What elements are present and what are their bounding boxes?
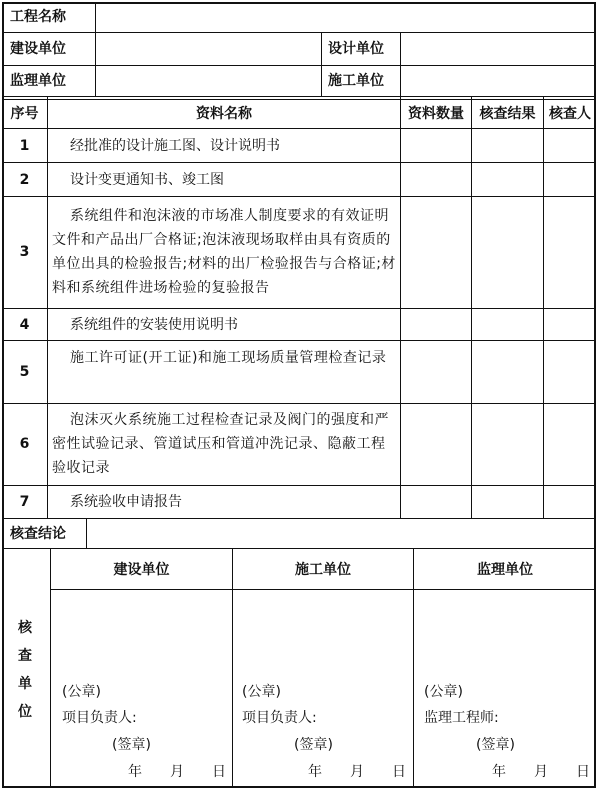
grid-line — [400, 96, 401, 518]
grid-line — [2, 518, 596, 519]
grid-line — [2, 196, 596, 197]
builder-unit-label: 施工单位 — [328, 73, 384, 89]
grid-line — [2, 96, 596, 97]
col-header-result: 核查结果 — [479, 106, 536, 122]
design-unit-label: 设计单位 — [328, 41, 384, 57]
grid-line — [2, 403, 596, 404]
signature-label: (签章) — [112, 737, 151, 753]
signature-label: (签章) — [294, 737, 333, 753]
document-name: 系统组件的安装使用说明书 — [70, 317, 238, 333]
date-label: 年 月 日 — [492, 764, 590, 780]
construction-unit-label: 建设单位 — [10, 41, 66, 57]
row-number: 2 — [19, 172, 30, 188]
responsible-person-label: 项目负责人: — [242, 710, 317, 726]
document-name: 系统组件和泡沫液的市场准人制度要求的有效证明文件和产品出厂合格证;泡沫液现场取样由具有资质的单位出具的检验报告;材料的出厂检验报告与合格证;材料和系统组件进场检验的复验报告 — [52, 208, 396, 296]
sign-unit-title: 施工单位 — [295, 562, 351, 578]
grid-line — [2, 65, 596, 66]
document-name: 经批准的设计施工图、设计说明书 — [70, 138, 280, 154]
row-number: 5 — [19, 364, 30, 380]
grid-line — [2, 340, 596, 341]
supervision-unit-label: 监理单位 — [10, 73, 66, 89]
supervising-engineer-label: 监理工程师: — [424, 710, 499, 726]
grid-line — [2, 32, 596, 33]
grid-line — [50, 589, 596, 590]
check-unit-side-label — [13, 614, 37, 726]
document-name: 系统验收申请报告 — [70, 494, 182, 510]
grid-line — [2, 128, 596, 129]
seal-label: (公章) — [242, 684, 281, 700]
seal-label: (公章) — [62, 684, 101, 700]
grid-line — [2, 99, 596, 100]
grid-line — [400, 32, 401, 96]
grid-line — [2, 548, 596, 549]
project-name-label: 工程名称 — [10, 9, 66, 25]
grid-line — [2, 162, 596, 163]
grid-line — [413, 548, 414, 788]
grid-line — [47, 96, 48, 518]
conclusion-label: 核查结论 — [10, 526, 66, 542]
row-number: 7 — [19, 494, 30, 510]
grid-line — [2, 485, 596, 486]
grid-line — [471, 96, 472, 518]
side-label-char: 单 — [18, 676, 32, 692]
document-name: 泡沫灭火系统施工过程检查记录及阀门的强度和严密性试验记录、管道试压和管道冲洗记录、隐蔽工程验收记录 — [52, 412, 389, 476]
col-header-checker: 核查人 — [549, 106, 591, 122]
grid-line — [50, 548, 51, 788]
grid-line — [95, 2, 96, 96]
col-header-no: 序号 — [10, 106, 39, 122]
seal-label: (公章) — [424, 684, 463, 700]
sign-unit-title: 建设单位 — [113, 562, 170, 578]
grid-line — [321, 32, 322, 96]
responsible-person-label: 项目负责人: — [62, 710, 137, 726]
col-header-quantity: 资料数量 — [408, 106, 464, 122]
side-label-char: 位 — [18, 704, 32, 720]
row-number: 1 — [19, 138, 30, 154]
grid-line — [543, 96, 544, 518]
row-number: 6 — [19, 436, 30, 452]
grid-line — [2, 308, 596, 309]
document-name: 施工许可证(开工证)和施工现场质量管理检查记录 — [70, 350, 387, 366]
grid-line — [232, 548, 233, 788]
col-header-name: 资料名称 — [196, 106, 252, 122]
date-label: 年 月 日 — [128, 764, 226, 780]
grid-line — [86, 518, 87, 548]
document-name: 设计变更通知书、竣工图 — [70, 172, 224, 188]
row-number: 3 — [19, 244, 30, 260]
sign-unit-title: 监理单位 — [477, 562, 533, 578]
side-label-char: 查 — [18, 648, 32, 664]
date-label: 年 月 日 — [308, 764, 406, 780]
side-label-char: 核 — [18, 620, 32, 636]
signature-label: (签章) — [476, 737, 515, 753]
row-number: 4 — [19, 317, 30, 333]
